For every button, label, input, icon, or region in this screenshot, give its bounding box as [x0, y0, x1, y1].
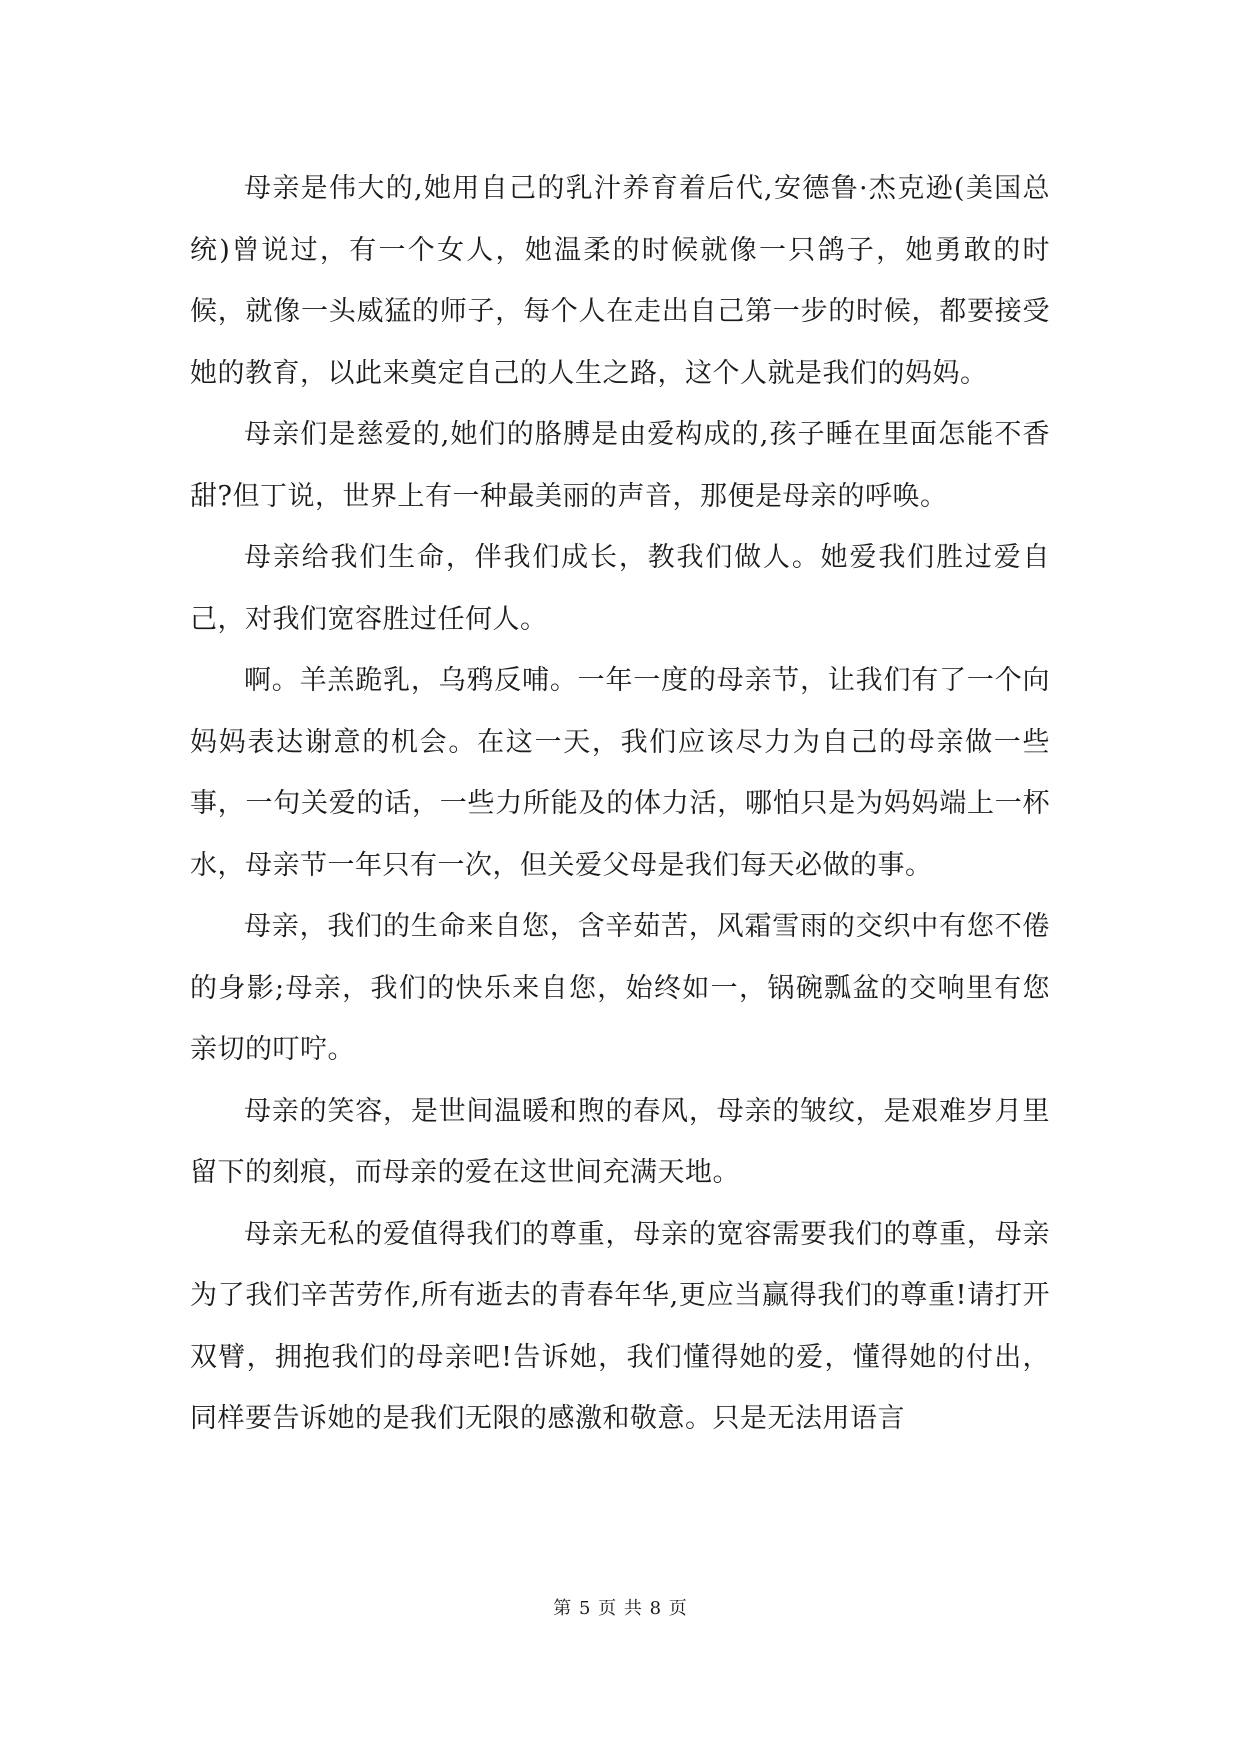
paragraph-2: 母亲们是慈爱的,她们的胳膊是由爱构成的,孩子睡在里面怎能不香甜?但丁说，世界上有一种最美丽的声音，那便是母亲的呼唤。: [190, 419, 1050, 512]
paragraph-3: 母亲给我们生命，伴我们成长，教我们做人。她爱我们胜过爱自己，对我们宽容胜过任何人。: [190, 542, 1050, 635]
paragraph-6: 母亲的笑容，是世间温暖和煦的春风，母亲的皱纹，是艰难岁月里留下的刻痕，而母亲的爱在这世间充满天地。: [190, 1095, 1050, 1188]
document-body: [190, 158, 1050, 1450]
paragraph-5: 母亲，我们的生命来自您，含辛茹苦，风霜雪雨的交织中有您不倦的身影;母亲，我们的快乐来自您，始终如一，锅碗瓢盆的交响里有您亲切的叮咛。: [190, 911, 1050, 1065]
paragraph-4: 啊。羊羔跪乳，乌鸦反哺。一年一度的母亲节，让我们有了一个向妈妈表达谢意的机会。在这一天，我们应该尽力为自己的母亲做一些事，一句关爱的话，一些力所能及的体力活，哪怕只是为妈妈端上一杯水，母亲节一年只有一次，但关爱父母是我们每天必做的事。: [190, 665, 1050, 881]
paragraph-7: 母亲无私的爱值得我们的尊重，母亲的宽容需要我们的尊重，母亲为了我们辛苦劳作,所有逝去的青春年华,更应当赢得我们的尊重!请打开双臂，拥抱我们的母亲吧!告诉她，我们懂得她的爱，懂得她的付出，同样要告诉她的是我们无限的感激和敬意。只是无法用语言: [190, 1218, 1050, 1434]
page-number-footer: 第 5 页 共 8 页: [553, 1598, 688, 1619]
paragraph-1: 母亲是伟大的,她用自己的乳汁养育着后代,安德鲁·杰克逊(美国总统)曾说过，有一个女人，她温柔的时候就像一只鸽子，她勇敢的时候，就像一头威猛的师子，每个人在走出自己第一步的时候，都要接受她的教育，以此来奠定自己的人生之路，这个人就是我们的妈妈。: [190, 173, 1050, 389]
